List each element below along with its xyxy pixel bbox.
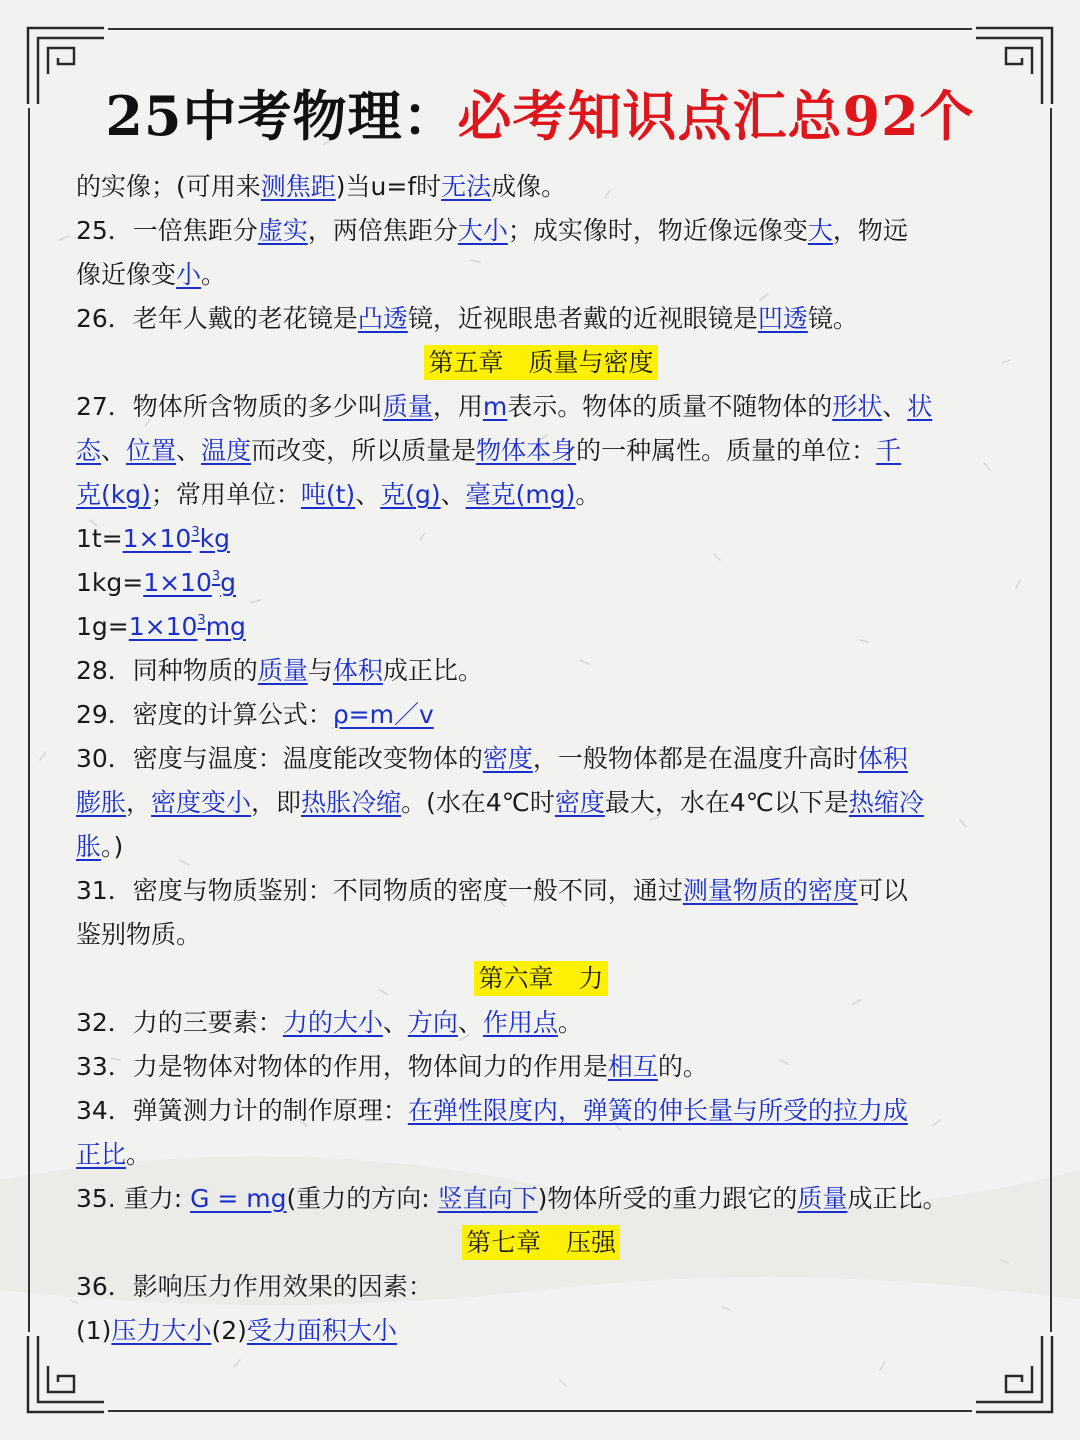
text-line — [76, 605, 1006, 649]
plain-text: ，物远 — [832, 216, 908, 245]
plain-text: 31．密度与物质鉴别：不同物质的密度一般不同，通过 — [76, 876, 683, 905]
title-highlight: 必考知识点汇总92个 — [457, 84, 975, 148]
text-line — [76, 561, 1006, 605]
exponent: 3 — [211, 569, 221, 584]
plain-text: ，即 — [251, 788, 302, 817]
answer-keyword: 1×10 — [122, 524, 192, 553]
plain-text: 的一种属性。质量的单位： — [576, 436, 877, 465]
answer-keyword: 膨胀 — [76, 788, 127, 817]
plain-text: 镜。 — [807, 304, 858, 333]
answer-keyword: m — [482, 392, 508, 421]
plain-text: 、 — [101, 436, 127, 465]
plain-text: 36．影响压力作用效果的因素： — [76, 1272, 433, 1301]
plain-text: ，用 — [432, 392, 483, 421]
plain-text: 1t= — [76, 524, 123, 553]
plain-text: 33．力是物体对物体的作用，物体间力的作用是 — [76, 1052, 608, 1081]
notes-content — [76, 165, 1006, 1353]
plain-text: 。 — [201, 260, 227, 289]
answer-keyword: 作用点 — [482, 1008, 558, 1037]
answer-keyword: 质量 — [382, 392, 433, 421]
text-line — [76, 1045, 1006, 1089]
plain-text: 28．同种物质的 — [76, 656, 258, 685]
answer-keyword: 测焦距 — [260, 172, 336, 201]
plain-text: 与 — [307, 656, 333, 685]
plain-text: 29．密度的计算公式： — [76, 700, 333, 729]
plain-text: 。(水在4℃时 — [401, 788, 555, 817]
plain-text: 30．密度与温度：温度能改变物体的 — [76, 744, 483, 773]
plain-text: 、 — [882, 392, 908, 421]
text-line — [76, 869, 1006, 913]
plain-text: ， — [126, 788, 152, 817]
text-line — [76, 737, 1006, 781]
answer-keyword: 热缩冷 — [848, 788, 924, 817]
text-line — [76, 649, 1006, 693]
text-line — [76, 209, 1006, 253]
plain-text: 鉴别物质。 — [76, 920, 202, 949]
plain-text: (1) — [76, 1316, 112, 1345]
plain-text: 。) — [101, 832, 124, 861]
answer-keyword: 力的大小 — [282, 1008, 383, 1037]
plain-text: )当u=f时 — [335, 172, 442, 201]
text-line — [76, 825, 1006, 869]
text-line — [76, 1001, 1006, 1045]
plain-text: 镜，近视眼患者戴的近视眼镜是 — [407, 304, 758, 333]
plain-text: 32．力的三要素： — [76, 1008, 283, 1037]
answer-keyword: 体积 — [332, 656, 383, 685]
answer-keyword: g — [220, 568, 237, 597]
text-line — [76, 297, 1006, 341]
plain-text: 27．物体所含物质的多少叫 — [76, 392, 383, 421]
answer-keyword: 克(kg) — [76, 480, 151, 509]
answer-keyword: 质量 — [797, 1184, 848, 1213]
plain-text: 。 — [126, 1140, 152, 1169]
text-line — [76, 517, 1006, 561]
plain-text: ；成实像时，物近像远像变 — [507, 216, 808, 245]
answer-keyword: 吨(t) — [300, 480, 356, 509]
chapter-heading-text: 第七章 压强 — [462, 1225, 620, 1260]
answer-keyword: 位置 — [126, 436, 177, 465]
chapter-heading — [76, 1221, 1006, 1265]
answer-keyword: 凹透 — [757, 304, 808, 333]
text-line — [76, 693, 1006, 737]
plain-text: 表示。物体的质量不随物体的 — [507, 392, 833, 421]
plain-text: 、 — [457, 1008, 483, 1037]
plain-text: ；常用单位： — [150, 480, 301, 509]
text-line — [76, 913, 1006, 957]
plain-text: 成正比。 — [847, 1184, 948, 1213]
answer-keyword: 物体本身 — [476, 436, 577, 465]
answer-keyword: 小 — [176, 260, 202, 289]
answer-keyword: 在弹性限度内，弹簧的伸长量与所受的拉力成 — [407, 1096, 908, 1125]
text-line — [76, 1089, 1006, 1133]
exponent: 3 — [191, 525, 200, 540]
plain-text: 25．一倍焦距分 — [76, 216, 258, 245]
answer-keyword: 虚实 — [257, 216, 308, 245]
page-title — [0, 78, 1080, 154]
plain-text: ，一般物体都是在温度升高时 — [532, 744, 858, 773]
text-line — [76, 1309, 1006, 1353]
chapter-heading — [76, 957, 1006, 1001]
plain-text: 最大，水在4℃以下是 — [604, 788, 849, 817]
answer-keyword: 大 — [807, 216, 833, 245]
text-line — [76, 1265, 1006, 1309]
plain-text: 而改变，所以质量是 — [251, 436, 477, 465]
text-line — [76, 253, 1006, 297]
answer-keyword: 胀 — [76, 832, 102, 861]
text-line — [76, 385, 1006, 429]
answer-keyword: 相互 — [607, 1052, 658, 1081]
plain-text: 26．老年人戴的老花镜是 — [76, 304, 358, 333]
answer-keyword: 克(g) — [380, 480, 441, 509]
answer-keyword: 测量物质的密度 — [682, 876, 858, 905]
answer-keyword: 大小 — [457, 216, 508, 245]
answer-keyword: 形状 — [832, 392, 883, 421]
title-prefix: 25中考物理： — [105, 84, 458, 148]
text-line — [76, 781, 1006, 825]
plain-text: )物体所受的重力跟它的 — [537, 1184, 798, 1213]
answer-keyword: 状 — [907, 392, 933, 421]
answer-keyword: 无法 — [441, 172, 492, 201]
answer-keyword: 1×10 — [128, 612, 198, 641]
answer-keyword: 千 — [876, 436, 902, 465]
answer-keyword: 态 — [76, 436, 102, 465]
plain-text: 、 — [355, 480, 381, 509]
answer-keyword: 毫克(mg) — [465, 480, 576, 509]
plain-text: 34．弹簧测力计的制作原理： — [76, 1096, 408, 1125]
plain-text: 像近像变 — [76, 260, 177, 289]
answer-keyword: mg — [205, 612, 246, 641]
answer-keyword: kg — [199, 524, 230, 553]
answer-keyword: 凸透 — [357, 304, 408, 333]
text-line — [76, 1133, 1006, 1177]
plain-text: (重力的方向: — [286, 1184, 438, 1213]
plain-text: 。 — [557, 1008, 583, 1037]
answer-keyword: G = mg — [190, 1184, 287, 1213]
plain-text: 成正比。 — [382, 656, 483, 685]
answer-keyword: 竖直向下 — [437, 1184, 538, 1213]
text-line — [76, 165, 1006, 209]
answer-keyword: 密度变小 — [151, 788, 252, 817]
answer-keyword: 密度 — [554, 788, 605, 817]
answer-keyword: 热胀冷缩 — [301, 788, 402, 817]
plain-text: ，两倍焦距分 — [307, 216, 458, 245]
text-line — [76, 473, 1006, 517]
plain-text: 、 — [176, 436, 202, 465]
plain-text: 1g= — [76, 612, 129, 641]
answer-keyword: 温度 — [201, 436, 252, 465]
plain-text: 、 — [382, 1008, 408, 1037]
plain-text: 成像。 — [491, 172, 567, 201]
plain-text: 的实像；(可用来 — [76, 172, 261, 201]
plain-text: (2) — [211, 1316, 247, 1345]
answer-keyword: 压力大小 — [111, 1316, 212, 1345]
answer-keyword: ρ=m／v — [332, 700, 434, 729]
exponent: 3 — [197, 613, 206, 628]
plain-text: 1kg= — [76, 568, 144, 597]
answer-keyword: 质量 — [257, 656, 308, 685]
chapter-heading — [76, 341, 1006, 385]
chapter-heading-text: 第六章 力 — [474, 961, 607, 996]
plain-text: 35. 重力: — [76, 1184, 191, 1213]
plain-text: 、 — [440, 480, 466, 509]
plain-text: 的。 — [657, 1052, 708, 1081]
plain-text: 。 — [575, 480, 601, 509]
answer-keyword: 体积 — [857, 744, 908, 773]
answer-keyword: 1×10 — [143, 568, 212, 597]
plain-text: 可以 — [857, 876, 908, 905]
text-line — [76, 429, 1006, 473]
answer-keyword: 方向 — [407, 1008, 458, 1037]
answer-keyword: 密度 — [482, 744, 533, 773]
answer-keyword: 正比 — [76, 1140, 127, 1169]
chapter-heading-text: 第五章 质量与密度 — [424, 345, 657, 380]
answer-keyword: 受力面积大小 — [246, 1316, 397, 1345]
text-line — [76, 1177, 1006, 1221]
